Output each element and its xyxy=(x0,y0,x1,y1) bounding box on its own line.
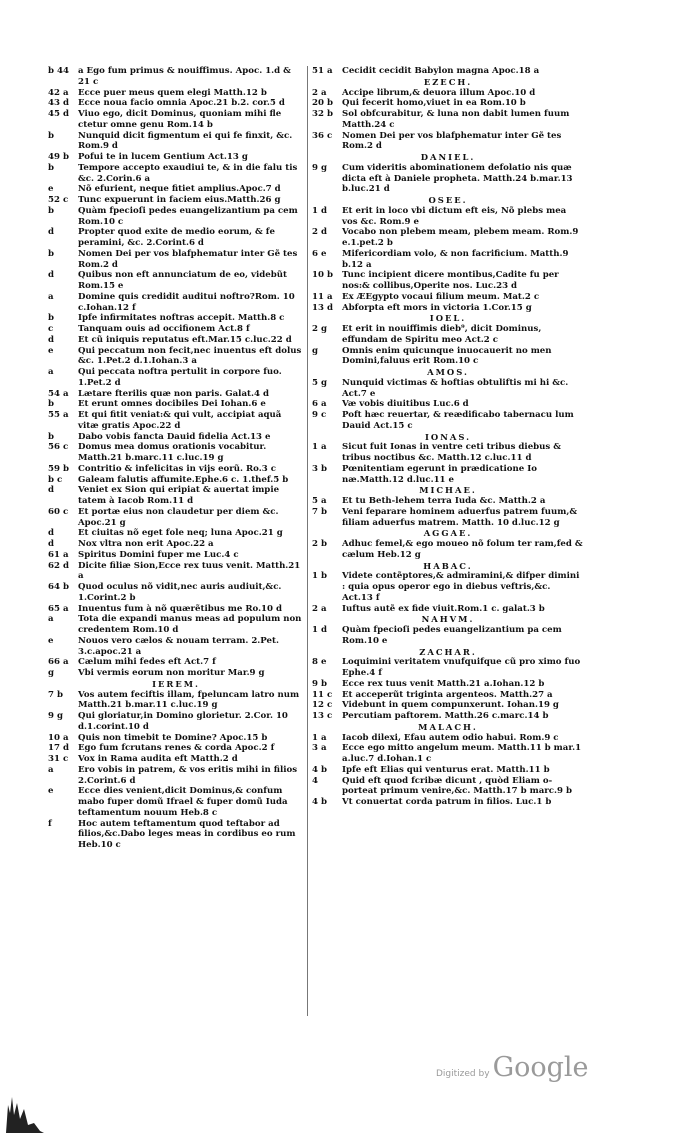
verse-reference: d xyxy=(48,334,55,345)
verse-reference: 62 d xyxy=(48,560,69,571)
verse-reference: 45 d xyxy=(48,109,69,119)
concordance-entry xyxy=(48,131,304,153)
verse-reference: 56 c xyxy=(48,442,69,453)
page-edge-mark xyxy=(0,1075,48,1133)
concordance-entry xyxy=(48,636,304,658)
concordance-entry xyxy=(48,206,304,228)
concordance-entry xyxy=(48,109,304,131)
concordance-entry xyxy=(48,66,304,88)
concordance-entry xyxy=(48,270,304,292)
verse-reference: b xyxy=(48,248,55,259)
verse-reference: 1 b xyxy=(312,571,327,582)
concordance-entry xyxy=(48,754,304,765)
verse-reference: 7 b xyxy=(48,689,63,700)
entry-text: Qui peccata noftra pertulit in corpore fuo. 1.Pet.2 d xyxy=(78,367,282,388)
concordance-entry xyxy=(48,819,304,851)
entry-text: Ipfe infirmitates noftras accepit. Matth.8 c xyxy=(78,313,285,324)
verse-reference: 6 e xyxy=(312,248,327,259)
verse-reference: 1 d xyxy=(312,625,327,635)
verse-reference: 59 b xyxy=(48,463,69,474)
entry-text: Vocabo non plebem meam, plebem meam. Rom.9 e.1.pet.2 b xyxy=(342,227,579,248)
entry-text: Percutiam paftorem. Matth.26 c.marc.14 b xyxy=(342,711,549,721)
entry-text: Nox vltra non erit Apoc.22 a xyxy=(78,539,214,549)
verse-reference: 13 c xyxy=(312,711,333,721)
concordance-entry xyxy=(312,657,584,679)
concordance-entry xyxy=(312,249,584,271)
digitized-watermark xyxy=(436,1052,589,1083)
entry-text: Et erit in loco vbi dictum eft eis, Nõ plebs mea vos &c. Rom.9 e xyxy=(342,205,567,227)
verse-reference: b xyxy=(48,313,55,324)
entry-text: Vox in Rama audita eft Matth.2 d xyxy=(78,754,238,764)
verse-reference: 2 a xyxy=(312,87,327,98)
concordance-entry xyxy=(312,346,584,368)
verse-reference: 55 a xyxy=(48,410,69,420)
entry-text: Omnis enim quicunque inuocauerit no men Domini,faluus erit Rom.10 c xyxy=(342,345,552,367)
entry-text: Nunquid victimas & hoftias obtuliftis mi hi &c. Act.7 e xyxy=(342,377,569,399)
concordance-entry xyxy=(312,690,584,701)
verse-reference: 49 b xyxy=(48,152,69,162)
concordance-entry xyxy=(48,389,304,400)
verse-reference: 52 c xyxy=(48,195,69,205)
concordance-entry xyxy=(48,184,304,195)
section-heading: ZACHAR. xyxy=(419,646,477,657)
entry-text: Nomen Dei per vos blafphematur inter Gẽ tes Rom.2 d xyxy=(78,248,298,270)
entry-text: Et acceperũt triginta argenteos. Matth.27 a xyxy=(342,689,553,700)
concordance-entry xyxy=(312,303,584,314)
concordance-entry xyxy=(48,367,304,389)
concordance-entry xyxy=(312,711,584,722)
verse-reference: d xyxy=(48,270,55,281)
entry-text: Ego fum fcrutans renes & corda Apoc.2 f xyxy=(78,743,275,754)
concordance-entry xyxy=(48,249,304,271)
verse-reference: 31 c xyxy=(48,754,69,764)
entry-text: Ecce dies venient,dicit Dominus,& confum mabo fuper domũ Ifrael & fuper domũ Iuda teftamentum nouum Heb.8 c xyxy=(78,786,288,818)
verse-reference: 43 d xyxy=(48,98,69,109)
concordance-entry xyxy=(48,152,304,163)
verse-reference: 51 a xyxy=(312,66,333,76)
concordance-entry xyxy=(312,66,584,77)
right-column xyxy=(312,66,584,808)
entry-text: Et erunt omnes docibiles Dei Iohan.6 e xyxy=(78,399,266,410)
concordance-entry xyxy=(312,163,584,195)
entry-text: Vos autem feciftis illam, fpeluncam latro num Matth.21 b.mar.11 c.luc.19 g xyxy=(78,689,300,711)
concordance-entry xyxy=(48,195,304,206)
concordance-entry xyxy=(312,700,584,711)
concordance-entry xyxy=(48,668,304,679)
concordance-entry xyxy=(48,528,304,539)
section-heading: OSEE. xyxy=(428,195,468,205)
entry-text: Cælum mihi fedes eft Act.7 f xyxy=(78,657,216,668)
entry-text: Iuftus autẽ ex fide viuit.Rom.1 c. galat.3 b xyxy=(342,603,545,614)
verse-reference: 8 e xyxy=(312,657,327,668)
entry-text: Ecce noua facio omnia Apoc.21 b.2. cor.5 d xyxy=(78,98,285,109)
concordance-entry xyxy=(312,324,584,346)
concordance-entry xyxy=(312,765,584,776)
verse-reference: 11 c xyxy=(312,689,333,700)
verse-reference: 3 a xyxy=(312,743,327,754)
verse-reference: 7 b xyxy=(312,506,327,517)
column-divider xyxy=(307,66,308,1016)
concordance-entry xyxy=(48,410,304,432)
concordance-entry xyxy=(312,88,584,99)
verse-reference: g xyxy=(312,345,319,356)
watermark-small-text: Digitized by xyxy=(436,1069,490,1079)
concordance-entry xyxy=(312,399,584,410)
entry-text: Mifericordiam volo, & non facrificium. Matth.9 b.12 a xyxy=(342,248,569,270)
concordance-entry xyxy=(312,496,584,507)
concordance-entry xyxy=(48,733,304,744)
verse-reference: 3 b xyxy=(312,463,327,474)
entry-text: Hoc autem teftamentum quod teftabor ad filios,&c.Dabo leges meas in cordibus eo rum Heb.10 c xyxy=(78,818,296,850)
concordance-entry xyxy=(48,765,304,787)
concordance-entry xyxy=(48,690,304,712)
verse-reference: 4 xyxy=(312,775,318,786)
verse-reference: b xyxy=(48,399,55,410)
concordance-entry xyxy=(48,550,304,561)
verse-reference: g xyxy=(48,668,55,678)
entry-text: Spiritus Domini fuper me Luc.4 c xyxy=(78,549,239,560)
verse-reference: 10 a xyxy=(48,732,69,743)
concordance-entry xyxy=(312,131,584,153)
verse-reference: e xyxy=(48,786,54,797)
entry-text: Nouos vero cælos & nouam terram. 2.Pet. 3.c.apoc.21 a xyxy=(78,635,279,657)
verse-reference: 54 a xyxy=(48,388,69,399)
entry-text: Quibus non eft annunciatum de eo, videbũt Rom.15 e xyxy=(78,270,287,291)
verse-reference: a xyxy=(48,614,54,625)
verse-reference: d xyxy=(48,539,55,549)
entry-text: Nomen Dei per vos blafphematur inter Gẽ tes Rom.2 d xyxy=(342,130,562,152)
entry-text: Cecidit cecidit Babylon magna Apoc.18 a xyxy=(342,66,540,76)
verse-reference: 64 b xyxy=(48,582,69,592)
concordance-entry xyxy=(312,378,584,400)
entry-text: Iacob dilexi, Efau autem odio habui. Rom.9 c xyxy=(342,732,559,743)
concordance-entry xyxy=(48,442,304,464)
concordance-entry xyxy=(312,679,584,690)
entry-text: Quis non timebit te Domine? Apoc.15 b xyxy=(78,732,268,743)
entry-text: Viuo ego, dicit Dominus, quoniam mihi fle ctetur omne genu Rom.14 b xyxy=(78,109,282,130)
concordance-entry xyxy=(48,399,304,410)
section-heading: AMOS. xyxy=(427,367,469,377)
concordance-entry xyxy=(48,614,304,636)
entry-text: Inuentus fum à nõ quærẽtibus me Ro.10 d xyxy=(78,603,283,614)
verse-reference: 17 d xyxy=(48,743,69,754)
section-heading: IEREM. xyxy=(152,678,200,689)
entry-text: Et qui fitit veniat:& qui vult, accipiat aquã vitæ gratis Apoc.22 d xyxy=(78,410,282,431)
verse-reference: 65 a xyxy=(48,603,69,614)
verse-reference: a xyxy=(48,291,54,302)
concordance-entry xyxy=(48,582,304,604)
entry-text: Tota die expandi manus meas ad populum non credentem Rom.10 d xyxy=(78,614,302,635)
concordance-entry xyxy=(48,88,304,99)
concordance-entry xyxy=(312,109,584,131)
verse-reference: d xyxy=(48,528,55,539)
entry-text: Sol obfcurabitur, & luna non dabit lumen fuum Matth.24 c xyxy=(342,109,570,130)
entry-text: Et erit in nouiffimis dieb⁹, dicit Dominus, effundam de Spiritu meo Act.2 c xyxy=(342,324,542,345)
entry-text: Poft hæc reuertar, & reædificabo tabernacu lum Dauid Act.15 c xyxy=(342,410,574,431)
concordance-entry xyxy=(48,507,304,529)
section-heading: IONAS. xyxy=(424,431,472,442)
verse-reference: d xyxy=(48,485,55,496)
verse-reference: 1 a xyxy=(312,442,327,453)
left-column xyxy=(48,66,304,851)
entry-text: Sicut fuit Ionas in ventre ceti tribus diebus & tribus noctibus &c. Matth.12 c.luc.11 d xyxy=(342,442,562,463)
section-heading: EZECH. xyxy=(423,76,473,87)
entry-text: Propter quod exite de medio eorum, & fe peramini, &c. 2.Corint.6 d xyxy=(78,227,275,248)
entry-text: Veniet ex Sion qui eripiat & auertat impie tatem à Iacob Rom.11 d xyxy=(78,485,280,506)
verse-reference: c xyxy=(48,324,54,334)
verse-reference: d xyxy=(48,227,55,238)
entry-text: Videbunt in quem compunxerunt. Iohan.19 g xyxy=(342,700,559,711)
concordance-entry xyxy=(48,227,304,249)
concordance-entry xyxy=(48,335,304,346)
entry-text: Et cũ iniquis reputatus eft.Mar.15 c.luc.22 d xyxy=(78,334,292,345)
concordance-entry xyxy=(48,786,304,818)
entry-text: Loquimini veritatem vnufquifque cũ pro ximo fuo Ephe.4 f xyxy=(342,657,581,678)
section-heading: DANIEL. xyxy=(420,152,476,162)
entry-text: Qui fecerit homo,viuet in ea Rom.10 b xyxy=(342,98,526,109)
verse-reference: 11 a xyxy=(312,291,333,302)
entry-text: Abforpta eft mors in victoria 1.Cor.15 g xyxy=(342,302,532,313)
entry-text: Tempore accepto exaudiui te, & in die falu tis &c. 2.Corin.6 a xyxy=(78,162,298,184)
concordance-entry xyxy=(48,313,304,324)
entry-text: Quod oculus nõ vidit,nec auris audiuit,&c. 1.Corint.2 b xyxy=(78,582,282,603)
verse-reference: 42 a xyxy=(48,87,69,98)
entry-text: Vt conuertat corda patrum in filios. Luc.1 b xyxy=(342,797,552,807)
concordance-entry xyxy=(48,657,304,668)
verse-reference: e xyxy=(48,184,54,195)
verse-reference: 61 a xyxy=(48,549,69,560)
entry-text: Videte contẽptores,& admiramini,& difper dimini : quia opus operor ego in diebus veftris,&c. Act.13 f xyxy=(342,571,580,603)
concordance-entry xyxy=(48,475,304,486)
verse-reference: 4 b xyxy=(312,764,327,775)
concordance-entry xyxy=(48,98,304,109)
concordance-entry xyxy=(312,98,584,109)
entry-text: a Ego fum primus & nouiffimus. Apoc. 1.d & 21 c xyxy=(78,66,291,87)
verse-reference: 36 c xyxy=(312,130,333,141)
concordance-entry xyxy=(312,604,584,615)
verse-reference: e xyxy=(48,635,54,646)
verse-reference: 60 c xyxy=(48,506,69,517)
concordance-entry xyxy=(48,539,304,550)
verse-reference: 10 b xyxy=(312,270,333,281)
concordance-entry xyxy=(312,410,584,432)
verse-reference: b c xyxy=(48,474,63,485)
entry-text: Et portæ eius non claudetur per diem &c. Apoc.21 g xyxy=(78,506,279,528)
entry-text: Vbi vermis eorum non moritur Mar.9 g xyxy=(78,668,265,678)
concordance-entry xyxy=(312,776,584,798)
entry-text: Qui peccatum non fecit,nec inuentus eft dolus &c. 1.Pet.2 d.1.Iohan.3 a xyxy=(78,345,302,367)
verse-reference: e xyxy=(48,345,54,356)
concordance-entry xyxy=(48,743,304,754)
verse-reference: 9 g xyxy=(48,711,63,721)
section-heading: AGGAE. xyxy=(423,528,473,539)
entry-text: Tunc expuerunt in faciem eius.Matth.26 g xyxy=(78,195,281,205)
verse-reference: b 44 xyxy=(48,66,69,76)
verse-reference: 2 g xyxy=(312,324,327,334)
verse-reference: 5 g xyxy=(312,377,327,388)
entry-text: Tanquam ouis ad occifionem Act.8 f xyxy=(78,324,250,334)
concordance-entry xyxy=(48,711,304,733)
concordance-entry xyxy=(312,206,584,228)
section-heading: HABAC. xyxy=(423,560,473,571)
verse-reference: 4 b xyxy=(312,797,327,807)
concordance-entry xyxy=(48,561,304,583)
concordance-entry xyxy=(312,571,584,603)
entry-text: Ecce rex tuus venit Matth.21 a.Iohan.12 b xyxy=(342,678,545,689)
concordance-entry xyxy=(312,507,584,529)
entry-text: Lætare fterilis quæ non paris. Galat.4 d xyxy=(78,388,269,399)
verse-reference: b xyxy=(48,431,55,442)
concordance-entry xyxy=(48,292,304,314)
verse-reference: 9 g xyxy=(312,162,327,173)
concordance-entry xyxy=(312,464,584,486)
entry-text: Et ciuitas nõ eget fole neq; luna Apoc.21 g xyxy=(78,528,283,539)
verse-reference: 1 d xyxy=(312,205,327,216)
concordance-entry xyxy=(48,324,304,335)
entry-text: Ecce puer meus quem elegi Matth.12 b xyxy=(78,87,267,98)
verse-reference: 12 c xyxy=(312,700,333,711)
entry-text: Accipe librum,& deuora illum Apoc.10 d xyxy=(342,87,536,98)
verse-reference: 13 d xyxy=(312,302,333,313)
verse-reference: b xyxy=(48,162,55,173)
concordance-entry xyxy=(312,625,584,647)
verse-reference: 20 b xyxy=(312,98,333,109)
verse-reference: 6 a xyxy=(312,399,327,410)
entry-text: Ex ÆEgypto vocaui filium meum. Mat.2 c xyxy=(342,291,540,302)
verse-reference: a xyxy=(48,367,54,377)
verse-reference: 2 b xyxy=(312,539,327,549)
entry-text: Nõ efurient, neque fitiet amplius.Apoc.7 d xyxy=(78,184,281,195)
verse-reference: 1 a xyxy=(312,732,327,743)
entry-text: Et tu Beth-lehem terra Iuda &c. Matth.2 a xyxy=(342,496,546,506)
entry-text: Galeam falutis affumite.Ephe.6 c. 1.thef.5 b xyxy=(78,474,289,485)
google-logo: Google xyxy=(492,1052,589,1083)
entry-text: Tunc incipient dicere montibus,Cadite fu per nos:& collibus,Operite nos. Luc.23 d xyxy=(342,270,559,291)
entry-text: Adhuc femel,& ego moueo nõ folum ter ram,fed & cælum Heb.12 g xyxy=(342,539,583,560)
entry-text: Pofui te in lucem Gentium Act.13 g xyxy=(78,152,248,162)
concordance-entry xyxy=(312,292,584,303)
concordance-entry xyxy=(48,485,304,507)
entry-text: Domine quis credidit auditui noftro?Rom. 10 c.Iohan.12 f xyxy=(78,291,295,313)
section-heading: MICHAE. xyxy=(419,485,477,496)
entry-text: Quid eft quod fcribæ dicunt , quòd Eliam o- porteat primum venire,&c. Matth.17 b marc.9 b xyxy=(342,775,573,797)
entry-text: Dicite filiæ Sion,Ecce rex tuus venit. Matth.21 a xyxy=(78,560,301,582)
section-heading: IOEL. xyxy=(429,313,467,324)
concordance-entry xyxy=(312,797,584,808)
concordance-entry xyxy=(48,604,304,615)
section-heading: NAHVM. xyxy=(421,614,475,625)
entry-text: Ecce ego mitto angelum meum. Matth.11 b mar.1 a.luc.7 d.Iohan.1 c xyxy=(342,743,582,764)
concordance-entry xyxy=(312,539,584,561)
entry-text: Ipfe eft Elias qui venturus erat. Matth.11 b xyxy=(342,764,550,775)
concordance-entry xyxy=(312,227,584,249)
concordance-entry xyxy=(48,346,304,368)
entry-text: Ero vobis in patrem, & vos eritis mihi in filios 2.Corint.6 d xyxy=(78,764,298,786)
verse-reference: a xyxy=(48,764,54,775)
verse-reference: 9 c xyxy=(312,410,327,420)
verse-reference: b xyxy=(48,205,55,216)
concordance-entry xyxy=(48,432,304,443)
entry-text: Pœnitentiam egerunt in prædicatione Io næ.Matth.12 d.luc.11 e xyxy=(342,463,537,485)
entry-text: Quàm fpecioſi pedes euangelizantium pa cem Rom.10 c xyxy=(78,205,298,227)
verse-reference: 32 b xyxy=(312,109,333,119)
concordance-entry xyxy=(312,733,584,744)
concordance-entry xyxy=(48,464,304,475)
entry-text: Dabo vobis fancta Dauid fidelia Act.13 e xyxy=(78,431,271,442)
concordance-entry xyxy=(312,743,584,765)
section-heading: MALACH. xyxy=(418,721,478,732)
verse-reference: 66 a xyxy=(48,657,69,668)
concordance-entry xyxy=(312,442,584,464)
verse-reference: b xyxy=(48,130,55,141)
entry-text: Cum videritis abominationem defolatio nis quæ dicta eft à Daniele propheta. Matth.24 b.mar.13 b.luc.21 d xyxy=(342,162,573,195)
concordance-entry xyxy=(48,163,304,185)
entry-text: Contritio & infelicitas in vijs eorũ. Ro.3 c xyxy=(78,463,276,474)
verse-reference: 9 b xyxy=(312,678,327,689)
verse-reference: 2 d xyxy=(312,227,327,238)
entry-text: Quàm fpecioſi pedes euangelizantium pa cem Rom.10 e xyxy=(342,625,562,646)
entry-text: Væ vobis diuitibus Luc.6 d xyxy=(342,399,469,410)
entry-text: Veni feparare hominem aduerfus patrem fuum,& filiam aduerfus matrem. Matth. 10 d.luc.12 g xyxy=(342,506,578,528)
verse-reference: f xyxy=(48,818,52,829)
entry-text: Qui gloriatur,in Domino glorietur. 2.Cor. 10 d.1.corint.10 d xyxy=(78,711,288,732)
verse-reference: 5 a xyxy=(312,496,327,506)
entry-text: Nunquid dicit figmentum ei qui fe finxit, &c. Rom.9 d xyxy=(78,130,293,152)
concordance-entry xyxy=(312,270,584,292)
entry-text: Domus mea domus orationis vocabitur. Matth.21 b.marc.11 c.luc.19 g xyxy=(78,442,267,463)
verse-reference: 2 a xyxy=(312,603,327,614)
